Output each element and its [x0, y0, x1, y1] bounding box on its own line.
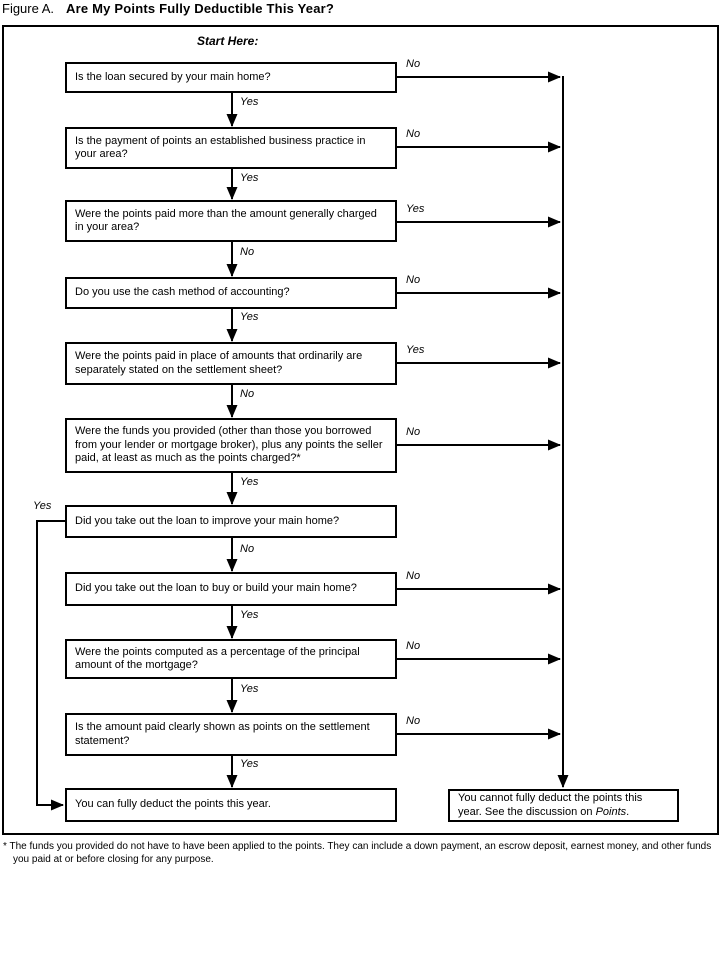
right-label-3: Yes: [406, 203, 425, 215]
flow-box-text: Were the funds you provided (other than those you borrowed from your lender or mortgage broker), plus any points the seller paid, at least as much as the points charged?*: [75, 425, 383, 465]
right-label-5: Yes: [406, 344, 425, 356]
right-label-1: No: [406, 58, 421, 70]
down-label-5: No: [240, 388, 255, 400]
down-label-8: Yes: [240, 609, 259, 621]
right-label-8: No: [406, 640, 421, 652]
flow-box-text: You can fully deduct the points this year.: [75, 798, 271, 811]
flow-box-loan-buy-build-home: [65, 572, 397, 606]
right-arrows: [397, 77, 560, 734]
start-here-label: Start Here:: [197, 34, 259, 48]
cannot-deduct-period: .: [626, 805, 630, 818]
right-label-2: No: [406, 128, 421, 140]
footnote: * The funds you provided do not have to have been applied to the points. They can include a down payment, an escrow deposit, earnest money, and other funds you paid at or before closing for any purpose.: [3, 841, 712, 865]
flow-box-points-percentage: [65, 639, 397, 679]
cannot-deduct-text: You cannot fully deduct the points this year. See the discussion on: [458, 792, 643, 818]
flow-box-points-in-place-of-amounts: [65, 342, 397, 385]
flow-box-points-shown-on-settlement: [65, 713, 397, 756]
left-branch-line: [37, 521, 67, 805]
right-label-6: No: [406, 426, 421, 438]
right-label-7: No: [406, 570, 421, 582]
flow-box-text: Is the amount paid clearly shown as points on the settlement statement?: [75, 721, 370, 747]
down-label-2: Yes: [240, 172, 259, 184]
left-branch-label: Yes: [33, 500, 52, 512]
right-label-4: No: [406, 274, 421, 286]
down-label-4: Yes: [240, 311, 259, 323]
flow-box-text: Were the points paid in place of amounts that ordinarily are separately stated on the settlement sheet?: [75, 350, 363, 376]
flow-box-text: Is the loan secured by your main home?: [75, 70, 271, 83]
figure-label: Figure A.: [2, 1, 55, 16]
flow-box-text: Did you take out the loan to improve your main home?: [75, 514, 340, 527]
flow-box-text: Were the points computed as a percentage of the principal amount of the mortgage?: [75, 645, 360, 671]
flow-box-text: Did you take out the loan to buy or build your main home?: [75, 582, 357, 595]
down-label-3: No: [240, 246, 255, 258]
flow-box-loan-secured: [65, 62, 397, 93]
flow-box-business-practice: [65, 127, 397, 169]
flow-box-funds-provided: [65, 418, 397, 473]
down-label-1: Yes: [240, 96, 259, 108]
points-italic-term: Points: [595, 805, 627, 818]
down-label-9: Yes: [240, 683, 259, 695]
flow-box-text: Were the points paid more than the amount generally charged in your area?: [75, 207, 377, 233]
flow-box-text: Do you use the cash method of accounting?: [75, 286, 290, 299]
flow-box-cannot-deduct: [448, 789, 679, 822]
flow-box-text: [458, 792, 669, 819]
flow-box-text: Is the payment of points an established business practice in your area?: [75, 134, 366, 160]
right-label-9: No: [406, 715, 421, 727]
flow-box-points-more-than-charged: [65, 200, 397, 242]
down-label-6: Yes: [240, 476, 259, 488]
flow-box-loan-improve-home: [65, 505, 397, 538]
down-label-7: No: [240, 543, 255, 555]
figure-title-text: Are My Points Fully Deductible This Year?: [66, 1, 335, 16]
flow-box-can-deduct: [65, 788, 397, 822]
down-label-10: Yes: [240, 758, 259, 770]
flow-box-cash-method: [65, 277, 397, 309]
